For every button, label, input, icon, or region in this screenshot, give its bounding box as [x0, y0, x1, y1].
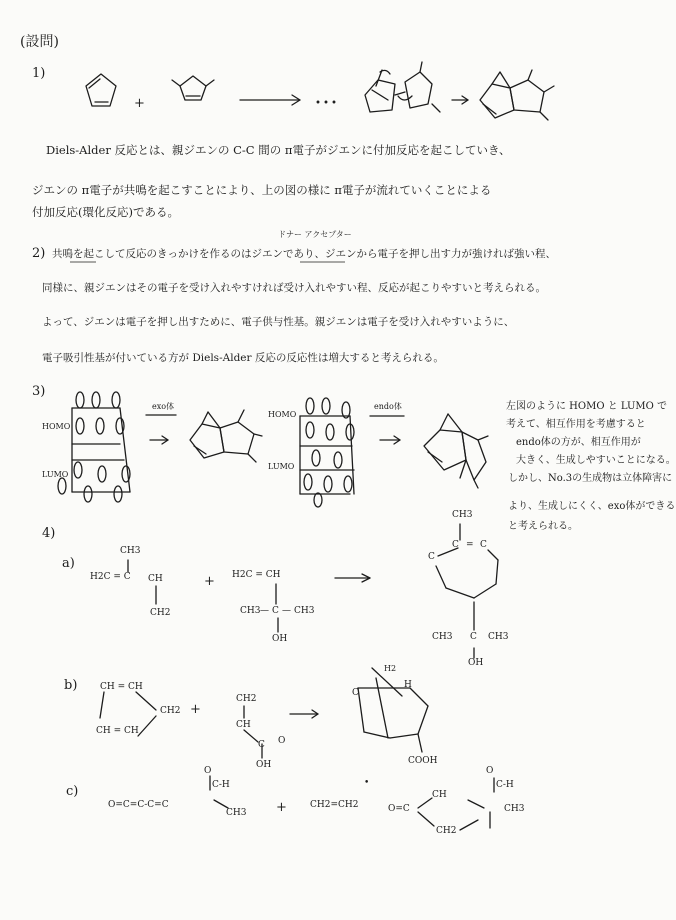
q3-note-line: 左図のように HOMO と LUMO で [506, 401, 668, 412]
q4c-product-o: O [486, 766, 494, 776]
q4a-dienophile-dash-right: — [282, 606, 291, 616]
q4a-diene-ch3: CH3 [120, 546, 141, 556]
q4c-reactant-ch3: CH3 [226, 808, 247, 818]
q1-text-line1: Diels-Alder 反応とは、親ジエンの C-C 間の π電子がジエンに付加反応を起こしていき、 [46, 143, 511, 157]
q2-text-line4: 電子吸引性基が付いている方が Diels-Alder 反応の反応性は増大すると考えられる。 [42, 352, 444, 364]
q1-text-line2: ジエンの π電子が共鳴を起こすことにより、上の図の様に π電子が流れていくことによる [32, 183, 492, 197]
q4-number: 4) [42, 526, 56, 541]
q1-product-adduct [480, 70, 554, 120]
q2-furigana: ドナー アクセプター [278, 230, 352, 239]
q4a-product-ch3-right: CH3 [488, 632, 509, 642]
q4a-product-eq: = [466, 540, 474, 550]
q4c-reactant-o: O [204, 766, 212, 776]
q4a-product-c1: C [452, 540, 459, 550]
q3-homo-label-exo: HOMO [42, 422, 71, 431]
q4b-diene-ch2: CH2 [160, 706, 181, 716]
q3-note-line: 考えて、相互作用を考慮すると [506, 419, 646, 430]
q4a-dienophile-c: C [272, 606, 279, 616]
q4a-plus: + [204, 574, 215, 589]
q1-reaction-arrow [240, 95, 335, 105]
q2-number: 2) [32, 246, 46, 261]
q4c-product-ch2: CH2 [436, 826, 457, 836]
q4c-dot: • [364, 778, 370, 788]
q4c-product-ch3: CH3 [504, 804, 525, 814]
q4b-dienophile-ch2: CH2 [236, 694, 257, 704]
q4a-dienophile-dash-left: — [260, 606, 269, 616]
q2-text-line2: 同様に、親ジエンはその電子を受け入れやすければ受け入れやすい程、反応が起こりやすいと考えられる。 [42, 282, 546, 294]
q4b-product-bicycle [358, 668, 428, 752]
q4c-label: c) [66, 784, 79, 799]
q3-lumo-label-exo: LUMO [42, 470, 69, 479]
q4a-product-ch3: CH3 [452, 510, 473, 520]
q4a-dienophile-top: H2C = CH [232, 570, 281, 580]
q3-number: 3) [32, 384, 46, 399]
q4b-dienophile-c: C [258, 740, 265, 750]
q3-note-line: と考えられる。 [508, 521, 578, 532]
q4a-product-ring-c-left: C [428, 552, 435, 562]
q4a-dienophile-oh: OH [272, 634, 288, 644]
q1-text-line3: 付加反応(環化反応)である。 [32, 205, 179, 219]
q1-number: 1) [32, 66, 46, 81]
q4c-product-ch: CH [432, 790, 447, 800]
q4b-dienophile-oh: OH [256, 760, 272, 770]
q4c-reactant-chain: O=C=C-C=C [108, 800, 169, 810]
q4b-diene-bottom: CH = CH [96, 726, 139, 736]
q4b-diene-top: CH = CH [100, 682, 143, 692]
q4a-label: a) [62, 556, 75, 571]
q1-cyclopentadiene [86, 74, 116, 106]
q3-endo-label: endo体 [374, 402, 402, 411]
q3-endo-product [424, 414, 488, 488]
q4c-product-left: O=C [388, 804, 410, 814]
q4c-product-cho: C-H [496, 780, 514, 790]
q4a-diene-mid: CH [148, 574, 163, 584]
q4b-product-c-top: C [352, 688, 359, 698]
q4b-bonds [100, 692, 318, 758]
q3-note-line: 大きく、生成しやすいことになる。 [516, 455, 676, 466]
q3-lumo-label-endo: LUMO [268, 462, 295, 471]
q4c-plus: + [276, 800, 287, 815]
q4b-label: b) [64, 678, 78, 693]
q1-maleic-anhydride [172, 76, 214, 100]
q4b-product-cooh: COOH [408, 756, 438, 766]
q1-transition-state [365, 62, 468, 112]
q1-plus: + [134, 96, 145, 111]
q4a-diene-left: H2C = C [90, 572, 131, 582]
q3-exo-product [190, 410, 262, 462]
q4a-product-c2: C [480, 540, 487, 550]
q4a-diene-bottom: CH2 [150, 608, 171, 618]
q3-endo-orbital-diagram [300, 398, 404, 507]
q4a-product-ch3-left: CH3 [432, 632, 453, 642]
q4b-product-h2: H2 [384, 664, 397, 673]
q4a-dienophile-ch3-right: CH3 [294, 606, 315, 616]
q3-homo-label-endo: HOMO [268, 410, 297, 419]
q2-text-line1: 共鳴を起こして反応のきっかけを作るのはジエンであり、ジエンから電子を押し出す力が強ければ強い程、 [52, 248, 556, 260]
q4a-product-c: C [470, 632, 477, 642]
q4b-dienophile-o: O [278, 736, 286, 746]
q4a-dienophile-ch3-left: CH3 [240, 606, 261, 616]
section-header: (設問) [20, 34, 59, 50]
q4b-plus: + [190, 702, 201, 717]
q3-note-line: endo体の方が、相互作用が [516, 437, 641, 448]
q4c-ethylene: CH2=CH2 [310, 800, 359, 810]
q3-note-line: より、生成しにくく、exo体ができる [508, 501, 676, 512]
q3-note-line: しかし、No.3の生成物は立体障害に [508, 473, 673, 484]
q4b-dienophile-ch: CH [236, 720, 251, 730]
q4b-product-h: H [404, 680, 412, 690]
q4a-product-oh: OH [468, 658, 484, 668]
q4c-reactant-cho: C-H [212, 780, 230, 790]
q2-text-line3: よって、ジエンは電子を押し出すために、電子供与性基。親ジエンは電子を受け入れやすいように、 [42, 316, 515, 328]
q3-exo-label: exo体 [152, 402, 175, 411]
